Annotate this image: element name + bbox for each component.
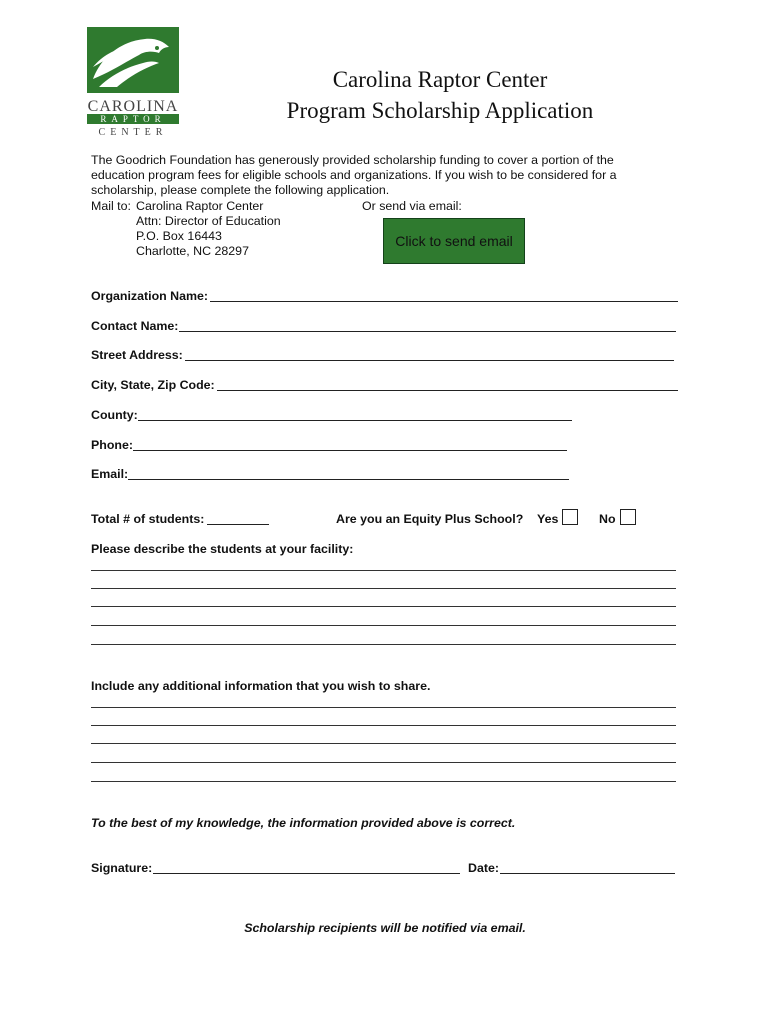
county-label: County: [91, 408, 138, 422]
email-field[interactable] [128, 467, 569, 480]
describe-line[interactable] [91, 588, 676, 589]
footer-note: Scholarship recipients will be notified via email. [244, 921, 526, 935]
logo-text-center: CENTER [98, 127, 168, 137]
carolina-raptor-center-logo [87, 27, 179, 137]
email-field-label: Email: [91, 467, 129, 481]
mail-city: Charlotte, NC 28297 [136, 244, 249, 258]
page-title [190, 64, 690, 126]
equity-plus-question: Are you an Equity Plus School? [336, 512, 524, 526]
email-label: Or send via email: [362, 199, 462, 213]
logo-text-carolina: CAROLINA [87, 98, 179, 115]
describe-line[interactable] [91, 570, 676, 571]
organization-field[interactable] [210, 289, 678, 302]
equity-yes-label: Yes [537, 512, 559, 526]
describe-line[interactable] [91, 625, 676, 626]
describe-line[interactable] [91, 606, 676, 607]
street-field[interactable] [185, 348, 674, 361]
equity-no-label: No [599, 512, 616, 526]
additional-info-label: Include any additional information that you wish to share. [91, 679, 431, 693]
mail-to-label: Mail to: [91, 199, 131, 213]
equity-no-checkbox[interactable] [620, 509, 636, 525]
county-field[interactable] [138, 408, 572, 421]
mail-po-box: P.O. Box 16443 [136, 229, 222, 243]
phone-label: Phone: [91, 438, 133, 452]
total-students-field[interactable] [207, 512, 269, 525]
contact-label: Contact Name: [91, 319, 179, 333]
describe-students-label: Please describe the students at your facility: [91, 542, 354, 556]
street-label: Street Address: [91, 348, 183, 362]
city-state-zip-field[interactable] [217, 378, 678, 391]
additional-line[interactable] [91, 781, 676, 782]
additional-line[interactable] [91, 725, 676, 726]
date-field[interactable] [500, 861, 675, 874]
additional-line[interactable] [91, 743, 676, 744]
mail-name: Carolina Raptor Center [136, 199, 264, 213]
title-line-2: Program Scholarship Application [286, 98, 594, 123]
certification-statement: To the best of my knowledge, the information provided above is correct. [91, 816, 516, 830]
equity-yes-checkbox[interactable] [562, 509, 578, 525]
describe-line[interactable] [91, 644, 676, 645]
phone-field[interactable] [133, 438, 567, 451]
mail-attn: Attn: Director of Education [136, 214, 281, 228]
send-email-button[interactable]: Click to send email [383, 218, 525, 264]
intro-paragraph [91, 153, 651, 198]
contact-field[interactable] [179, 319, 676, 332]
signature-field[interactable] [153, 861, 460, 874]
intro-line-1: The Goodrich Foundation has generously provided scholarship funding to cover a portion of the [91, 153, 614, 167]
total-students-label: Total # of students: [91, 512, 205, 526]
title-line-1: Carolina Raptor Center [332, 67, 548, 92]
additional-line[interactable] [91, 762, 676, 763]
signature-label: Signature: [91, 861, 153, 875]
date-label: Date: [468, 861, 499, 875]
additional-line[interactable] [91, 707, 676, 708]
intro-line-3: scholarship, please complete the following application. [91, 183, 390, 197]
intro-line-2: education program fees for eligible schools and organizations. If you wish to be considered for a [91, 168, 617, 182]
city-state-zip-label: City, State, Zip Code: [91, 378, 215, 392]
organization-label: Organization Name: [91, 289, 209, 303]
logo-text-raptor: RAPTOR [100, 114, 166, 124]
